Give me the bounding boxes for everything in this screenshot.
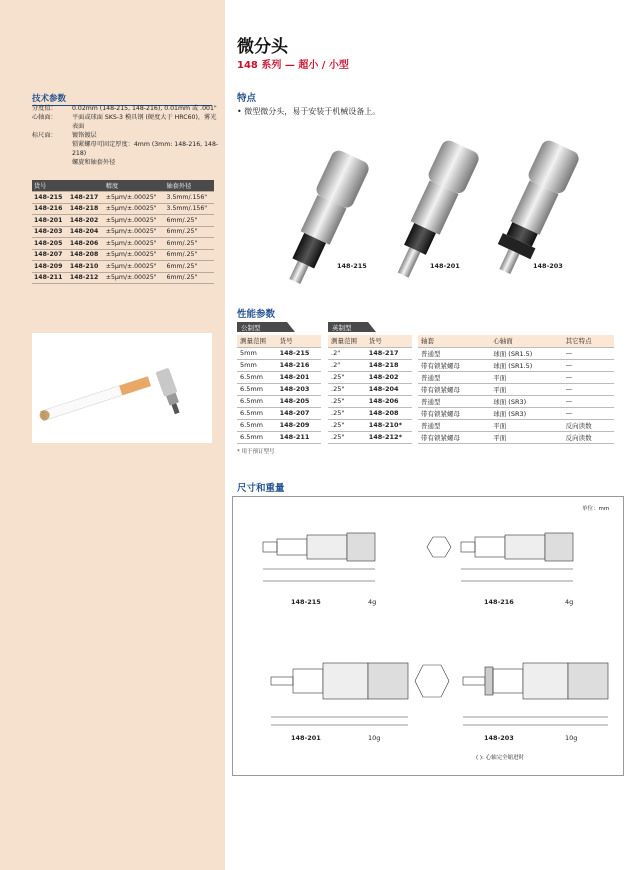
table-cell: ±5μm/±.00025"	[104, 249, 165, 261]
spec-row	[32, 158, 222, 167]
table-cell: .25"	[328, 419, 366, 431]
spec-key	[32, 158, 72, 167]
table-header: 其它特点	[563, 335, 614, 347]
spec-key: 标尺面：	[32, 132, 57, 139]
table-row	[328, 395, 412, 407]
table-cell: —	[563, 383, 614, 395]
table-cell: 148-208	[68, 249, 104, 261]
drawing-label-4: 148-203	[484, 734, 514, 742]
table-cell: ±5μm/±.00025"	[104, 226, 165, 238]
spec-key: 分度值：	[32, 105, 57, 112]
table-cell: 带有锁紧螺母	[418, 431, 490, 443]
table-cell: 3.5mm/.156"	[165, 203, 214, 215]
table-cell: 5mm	[237, 359, 277, 371]
table-cell: 普通型	[418, 347, 490, 359]
table-cell: 148-205	[277, 395, 321, 407]
table-cell: 普通型	[418, 419, 490, 431]
spec-value: 镀铬镀层	[72, 132, 97, 139]
table-cell: 148-205	[32, 238, 68, 250]
table-cell: .2"	[328, 347, 366, 359]
spec-row	[32, 131, 222, 140]
dimensions-heading: 尺寸和重量	[237, 483, 285, 494]
inch-tab-label: 英制型	[328, 322, 368, 332]
table-cell: 148-211	[277, 431, 321, 443]
table-header: 货号	[32, 180, 68, 192]
table-row	[32, 203, 214, 215]
table-row	[32, 226, 214, 238]
spec-table	[418, 335, 614, 444]
spec-row	[32, 113, 222, 131]
drawing-weight-3: 10g	[368, 734, 381, 742]
table-cell: 6.5mm	[237, 419, 277, 431]
table-header: 轴套	[418, 335, 490, 347]
drawing-weight-4: 10g	[565, 734, 578, 742]
features-heading: 特点	[237, 93, 257, 104]
table-cell: 6mm/.25"	[165, 261, 214, 273]
table-cell: 反向读数	[563, 419, 614, 431]
table-cell: 6mm/.25"	[165, 272, 214, 284]
table-cell: 148-203	[277, 383, 321, 395]
table-cell: ±5μm/±.00025"	[104, 203, 165, 215]
table-cell: 带有锁紧螺母	[418, 407, 490, 419]
table-cell: 带有锁紧螺母	[418, 359, 490, 371]
performance-heading: 性能参数	[237, 309, 276, 320]
drawing-label-1: 148-215	[291, 598, 321, 606]
table-row	[328, 383, 412, 395]
table-row	[328, 371, 412, 383]
table-header: 货号	[277, 335, 321, 347]
table-cell: 148-215	[32, 192, 68, 204]
table-cell: 148-202	[366, 371, 412, 383]
metric-table	[237, 335, 321, 444]
table-cell: .25"	[328, 407, 366, 419]
size-comparison-photo	[32, 333, 212, 443]
spec-row	[32, 104, 222, 113]
table-row	[418, 407, 614, 419]
spec-value: 0.02mm (148-215, 148-216), 0.01mm 或 .001"	[72, 105, 217, 112]
table-cell: 148-210	[68, 261, 104, 273]
spec-key	[32, 140, 72, 158]
spec-key: 心轴面：	[32, 114, 57, 121]
table-cell: 148-204	[366, 383, 412, 395]
table-row	[328, 419, 412, 431]
table-cell: 平面	[490, 431, 562, 443]
table-cell: .25"	[328, 431, 366, 443]
table-cell: —	[563, 359, 614, 371]
table-row	[418, 431, 614, 443]
table-cell: 148-212*	[366, 431, 412, 443]
spec-row	[32, 140, 222, 158]
table-cell: 6mm/.25"	[165, 215, 214, 227]
page-title: 微分头	[237, 37, 288, 57]
table-row	[237, 419, 321, 431]
table-row	[237, 371, 321, 383]
table-cell: .2"	[328, 359, 366, 371]
table-cell: 平面	[490, 383, 562, 395]
table-cell: 普通型	[418, 371, 490, 383]
table-cell: 148-201	[277, 371, 321, 383]
table-cell: 148-202	[68, 215, 104, 227]
table-row	[32, 215, 214, 227]
table-cell: 6.5mm	[237, 407, 277, 419]
spec-value: 平面或球面 SKS-3 模具钢 (硬度大于 HRC60)，雾光表面	[72, 114, 217, 130]
table-row	[418, 383, 614, 395]
unit-label: 单位：mm	[582, 506, 610, 512]
table-header: 轴套外径	[165, 180, 214, 192]
table-cell: —	[563, 395, 614, 407]
page-subtitle: 148 系列 — 超小 / 小型	[237, 60, 349, 71]
table-cell: ±5μm/±.00025"	[104, 192, 165, 204]
table-row	[328, 407, 412, 419]
table-cell: 平面	[490, 419, 562, 431]
table-cell: 6mm/.25"	[165, 249, 214, 261]
table-cell: .25"	[328, 395, 366, 407]
table-row	[237, 347, 321, 359]
table-header: 测量范围	[237, 335, 277, 347]
table-header	[68, 180, 104, 192]
table-header: 货号	[366, 335, 412, 347]
table-row	[418, 359, 614, 371]
table-cell: 球面 (SR1.5)	[490, 347, 562, 359]
table-cell: 6mm/.25"	[165, 226, 214, 238]
table-row	[32, 192, 214, 204]
table-cell: 5mm	[237, 347, 277, 359]
table-cell: ±5μm/±.00025"	[104, 272, 165, 284]
table-cell: —	[563, 407, 614, 419]
table-cell: 148-211	[32, 272, 68, 284]
table-cell: 反向读数	[563, 431, 614, 443]
table-cell: 球面 (SR3)	[490, 395, 562, 407]
product-label-1: 148-215	[337, 262, 367, 270]
table-row	[237, 431, 321, 443]
table-row	[328, 359, 412, 371]
features-text: • 微型微分头，易于安装于机械设备上。	[237, 107, 381, 116]
table-cell: 148-216	[32, 203, 68, 215]
table-header: 精度	[104, 180, 165, 192]
table-header: 心轴面	[490, 335, 562, 347]
drawing-weight-1: 4g	[368, 598, 377, 606]
table-cell: 6.5mm	[237, 431, 277, 443]
drawing-label-2: 148-216	[484, 598, 514, 606]
inch-table	[328, 335, 412, 444]
table-row	[237, 359, 321, 371]
table-row	[32, 272, 214, 284]
table-cell: 6mm/.25"	[165, 238, 214, 250]
table-row	[328, 431, 412, 443]
table-cell: 148-216	[277, 359, 321, 371]
table-cell: 148-217	[366, 347, 412, 359]
model-table	[32, 180, 214, 284]
table-cell: 球面 (SR3)	[490, 407, 562, 419]
drawing-weight-2: 4g	[565, 598, 574, 606]
table-cell: 148-218	[68, 203, 104, 215]
table-cell: .25"	[328, 371, 366, 383]
product-label-3: 148-203	[533, 262, 563, 270]
table-header: 测量范围	[328, 335, 366, 347]
table-cell: 148-209	[32, 261, 68, 273]
footnote: * 用于预订型号	[237, 449, 275, 455]
table-cell: 148-218	[366, 359, 412, 371]
table-cell: 148-206	[366, 395, 412, 407]
table-cell: 148-209	[277, 419, 321, 431]
table-cell: ±5μm/±.00025"	[104, 238, 165, 250]
table-row	[32, 249, 214, 261]
table-cell: 148-207	[277, 407, 321, 419]
table-cell: 148-201	[32, 215, 68, 227]
spec-value: 锁紧螺母可固定厚度：4mm (3mm: 148-216, 148-218)	[72, 141, 219, 157]
table-cell: 6.5mm	[237, 383, 277, 395]
spec-value: 螺旋和轴套外径	[72, 159, 116, 166]
table-cell: 148-217	[68, 192, 104, 204]
tech-heading: 技术参数	[32, 92, 212, 106]
table-cell: 148-207	[32, 249, 68, 261]
table-cell: 球面 (SR1.5)	[490, 359, 562, 371]
table-row	[418, 419, 614, 431]
table-cell: —	[563, 371, 614, 383]
metric-tab-label: 公制型	[237, 322, 287, 332]
table-row	[237, 407, 321, 419]
table-cell: —	[563, 347, 614, 359]
table-cell: 6.5mm	[237, 395, 277, 407]
table-cell: ±5μm/±.00025"	[104, 215, 165, 227]
table-cell: 148-208	[366, 407, 412, 419]
table-cell: 148-204	[68, 226, 104, 238]
table-cell: 平面	[490, 371, 562, 383]
table-row	[418, 395, 614, 407]
table-cell: 148-215	[277, 347, 321, 359]
table-cell: 148-206	[68, 238, 104, 250]
table-row	[418, 347, 614, 359]
table-row	[237, 395, 321, 407]
table-row	[328, 347, 412, 359]
table-cell: ±5μm/±.00025"	[104, 261, 165, 273]
table-row	[32, 238, 214, 250]
table-cell: 3.5mm/.156"	[165, 192, 214, 204]
table-cell: 148-203	[32, 226, 68, 238]
table-row	[418, 371, 614, 383]
table-cell: 148-212	[68, 272, 104, 284]
table-row	[32, 261, 214, 273]
product-label-2: 148-201	[430, 262, 460, 270]
tech-spec	[32, 104, 222, 167]
drawing-label-3: 148-201	[291, 734, 321, 742]
table-cell: 6.5mm	[237, 371, 277, 383]
dimension-legend: ( ): 心轴完全缩进时	[476, 755, 525, 761]
table-row	[237, 383, 321, 395]
table-cell: .25"	[328, 383, 366, 395]
table-cell: 带有锁紧螺母	[418, 383, 490, 395]
table-cell: 普通型	[418, 395, 490, 407]
table-cell: 148-210*	[366, 419, 412, 431]
